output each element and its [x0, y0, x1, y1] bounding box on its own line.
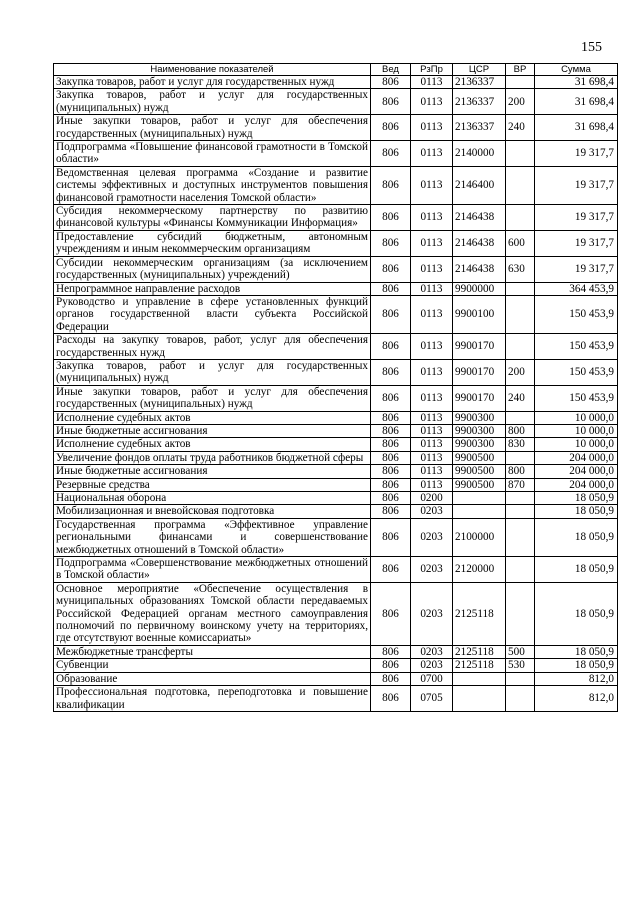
col-header-csr: ЦСР: [453, 64, 506, 76]
cell-sum: 18 050,9: [535, 505, 618, 518]
cell-ved: 806: [371, 582, 411, 645]
cell-vr: [506, 76, 535, 89]
cell-vr: [506, 582, 535, 645]
cell-rzpr: 0113: [411, 141, 453, 167]
cell-ved: 806: [371, 359, 411, 385]
cell-name: Субвенции: [54, 659, 371, 672]
cell-vr: 240: [506, 385, 535, 411]
cell-ved: 806: [371, 256, 411, 282]
table-row: [54, 505, 618, 518]
cell-sum: 19 317,7: [535, 230, 618, 256]
table-header: [54, 64, 618, 76]
cell-csr: 9900300: [453, 438, 506, 451]
cell-vr: [506, 672, 535, 685]
table-row: [54, 282, 618, 295]
cell-name: Непрограммное направление расходов: [54, 282, 371, 295]
cell-sum: 31 698,4: [535, 115, 618, 141]
cell-vr: [506, 205, 535, 231]
cell-ved: 806: [371, 424, 411, 437]
table-body: [54, 76, 618, 712]
table-row: [54, 295, 618, 333]
cell-name: Образование: [54, 672, 371, 685]
cell-rzpr: 0203: [411, 518, 453, 556]
cell-name: Ведомственная целевая программа «Создание и развитие системы эффективных и доступных инструментов повышения финансовой грамотности населения Томской области»: [54, 166, 371, 204]
cell-name: Руководство и управление в сфере установленных функций органов государственной власти субъекта Российской Федерации: [54, 295, 371, 333]
cell-name: Закупка товаров, работ и услуг для государственных нужд: [54, 76, 371, 89]
cell-name: Резервные средства: [54, 478, 371, 491]
cell-rzpr: 0705: [411, 686, 453, 712]
cell-name: Национальная оборона: [54, 492, 371, 505]
cell-name: Мобилизационная и вневойсковая подготовка: [54, 505, 371, 518]
cell-rzpr: 0113: [411, 76, 453, 89]
cell-ved: 806: [371, 115, 411, 141]
table-row: [54, 659, 618, 672]
table-row: [54, 478, 618, 491]
table-row: [54, 438, 618, 451]
cell-rzpr: 0203: [411, 557, 453, 583]
cell-rzpr: 0113: [411, 115, 453, 141]
cell-vr: [506, 518, 535, 556]
cell-rzpr: 0113: [411, 89, 453, 115]
col-header-ved: Вед: [371, 64, 411, 76]
cell-csr: 2146438: [453, 205, 506, 231]
cell-ved: 806: [371, 672, 411, 685]
cell-rzpr: 0113: [411, 424, 453, 437]
cell-csr: 2140000: [453, 141, 506, 167]
cell-ved: 806: [371, 438, 411, 451]
cell-ved: 806: [371, 478, 411, 491]
table-row: [54, 385, 618, 411]
cell-name: Иные закупки товаров, работ и услуг для обеспечения государственных (муниципальных) нужд: [54, 115, 371, 141]
cell-vr: [506, 492, 535, 505]
cell-csr: 2136337: [453, 76, 506, 89]
cell-ved: 806: [371, 659, 411, 672]
cell-sum: 150 453,9: [535, 385, 618, 411]
cell-sum: 10 000,0: [535, 424, 618, 437]
cell-ved: 806: [371, 518, 411, 556]
cell-csr: 2146438: [453, 230, 506, 256]
cell-csr: 9900300: [453, 424, 506, 437]
table-row: [54, 465, 618, 478]
cell-vr: [506, 282, 535, 295]
cell-rzpr: 0203: [411, 505, 453, 518]
cell-csr: 9900170: [453, 385, 506, 411]
cell-ved: 806: [371, 385, 411, 411]
cell-rzpr: 0113: [411, 334, 453, 360]
table-row: [54, 256, 618, 282]
cell-name: Увеличение фондов оплаты труда работников бюджетной сферы: [54, 451, 371, 464]
table-row: [54, 672, 618, 685]
cell-name: Подпрограмма «Повышение финансовой грамотности в Томской области»: [54, 141, 371, 167]
cell-rzpr: 0113: [411, 359, 453, 385]
cell-name: Профессиональная подготовка, переподготовка и повышение квалификации: [54, 686, 371, 712]
cell-csr: 9900500: [453, 451, 506, 464]
cell-sum: 19 317,7: [535, 141, 618, 167]
table-row: [54, 115, 618, 141]
cell-csr: 2146438: [453, 256, 506, 282]
cell-name: Закупка товаров, работ и услуг для государственных (муниципальных) нужд: [54, 359, 371, 385]
cell-ved: 806: [371, 645, 411, 658]
cell-sum: 18 050,9: [535, 518, 618, 556]
cell-vr: [506, 295, 535, 333]
cell-ved: 806: [371, 505, 411, 518]
cell-csr: 2125118: [453, 659, 506, 672]
cell-vr: 200: [506, 359, 535, 385]
cell-csr: 2136337: [453, 115, 506, 141]
cell-name: Предоставление субсидий бюджетным, автономным учреждениям и иным некоммерческим организациям: [54, 230, 371, 256]
cell-vr: 530: [506, 659, 535, 672]
cell-name: Иные закупки товаров, работ и услуг для обеспечения государственных (муниципальных) нужд: [54, 385, 371, 411]
col-header-name: Наименование показателей: [54, 64, 371, 76]
cell-csr: 9900170: [453, 359, 506, 385]
cell-rzpr: 0113: [411, 256, 453, 282]
cell-name: Межбюджетные трансферты: [54, 645, 371, 658]
cell-csr: 2125118: [453, 582, 506, 645]
cell-name: Иные бюджетные ассигнования: [54, 424, 371, 437]
table-row: [54, 557, 618, 583]
cell-vr: 200: [506, 89, 535, 115]
cell-vr: 600: [506, 230, 535, 256]
cell-ved: 806: [371, 465, 411, 478]
cell-vr: [506, 505, 535, 518]
table-row: [54, 76, 618, 89]
cell-name: Расходы на закупку товаров, работ, услуг для обеспечения государственных нужд: [54, 334, 371, 360]
cell-sum: 31 698,4: [535, 89, 618, 115]
cell-sum: 19 317,7: [535, 205, 618, 231]
cell-vr: [506, 166, 535, 204]
cell-name: Основное мероприятие «Обеспечение осуществления в муниципальных образованиях Томской области передаваемых Российской Федерацией органам местного самоуправления полномочий по первичному воинскому учету на территориях, где отсутствуют военные комиссариаты»: [54, 582, 371, 645]
cell-name: Исполнение судебных актов: [54, 438, 371, 451]
cell-sum: 18 050,9: [535, 492, 618, 505]
cell-ved: 806: [371, 451, 411, 464]
table-row: [54, 230, 618, 256]
table-row: [54, 451, 618, 464]
cell-name: Иные бюджетные ассигнования: [54, 465, 371, 478]
cell-sum: 150 453,9: [535, 334, 618, 360]
cell-rzpr: 0113: [411, 438, 453, 451]
cell-csr: 9900500: [453, 465, 506, 478]
cell-ved: 806: [371, 334, 411, 360]
col-header-vr: ВР: [506, 64, 535, 76]
cell-sum: 31 698,4: [535, 76, 618, 89]
cell-csr: 2100000: [453, 518, 506, 556]
cell-sum: 18 050,9: [535, 582, 618, 645]
cell-rzpr: 0113: [411, 451, 453, 464]
page-number: 155: [581, 40, 602, 55]
cell-name: Исполнение судебных актов: [54, 411, 371, 424]
table-row: [54, 359, 618, 385]
cell-sum: 19 317,7: [535, 256, 618, 282]
table-row: [54, 205, 618, 231]
cell-csr: [453, 505, 506, 518]
cell-sum: 18 050,9: [535, 659, 618, 672]
cell-rzpr: 0113: [411, 478, 453, 491]
table-row: [54, 492, 618, 505]
cell-rzpr: 0113: [411, 295, 453, 333]
cell-sum: 150 453,9: [535, 295, 618, 333]
cell-rzpr: 0113: [411, 205, 453, 231]
table-row: [54, 166, 618, 204]
cell-vr: 870: [506, 478, 535, 491]
table-row: [54, 582, 618, 645]
cell-vr: 500: [506, 645, 535, 658]
cell-csr: 9900170: [453, 334, 506, 360]
cell-sum: 10 000,0: [535, 411, 618, 424]
cell-name: Субсидия некоммерческому партнерству по развитию финансовой культуры «Финансы Коммуникации Информация»: [54, 205, 371, 231]
cell-rzpr: 0203: [411, 645, 453, 658]
cell-csr: [453, 686, 506, 712]
cell-vr: [506, 141, 535, 167]
cell-sum: 150 453,9: [535, 359, 618, 385]
cell-vr: 800: [506, 424, 535, 437]
cell-rzpr: 0200: [411, 492, 453, 505]
cell-sum: 204 000,0: [535, 478, 618, 491]
cell-rzpr: 0203: [411, 659, 453, 672]
cell-csr: 9900100: [453, 295, 506, 333]
cell-ved: 806: [371, 89, 411, 115]
cell-rzpr: 0113: [411, 411, 453, 424]
table-row: [54, 424, 618, 437]
cell-sum: 18 050,9: [535, 645, 618, 658]
cell-csr: 2120000: [453, 557, 506, 583]
cell-ved: 806: [371, 205, 411, 231]
cell-vr: 830: [506, 438, 535, 451]
cell-csr: 9900000: [453, 282, 506, 295]
cell-sum: 18 050,9: [535, 557, 618, 583]
cell-ved: 806: [371, 76, 411, 89]
cell-csr: 2146400: [453, 166, 506, 204]
cell-sum: 364 453,9: [535, 282, 618, 295]
table-row: [54, 89, 618, 115]
cell-rzpr: 0700: [411, 672, 453, 685]
cell-vr: [506, 451, 535, 464]
cell-ved: 806: [371, 686, 411, 712]
cell-rzpr: 0113: [411, 385, 453, 411]
cell-rzpr: 0203: [411, 582, 453, 645]
cell-csr: 2125118: [453, 645, 506, 658]
cell-sum: 204 000,0: [535, 465, 618, 478]
col-header-rzpr: РзПр: [411, 64, 453, 76]
cell-sum: 812,0: [535, 686, 618, 712]
cell-name: Субсидии некоммерческим организациям (за исключением государственных (муниципальных) учреждений): [54, 256, 371, 282]
table-row: [54, 334, 618, 360]
cell-vr: 630: [506, 256, 535, 282]
cell-sum: 10 000,0: [535, 438, 618, 451]
cell-csr: 9900300: [453, 411, 506, 424]
cell-ved: 806: [371, 166, 411, 204]
cell-ved: 806: [371, 282, 411, 295]
cell-sum: 204 000,0: [535, 451, 618, 464]
cell-name: Закупка товаров, работ и услуг для государственных (муниципальных) нужд: [54, 89, 371, 115]
cell-vr: 240: [506, 115, 535, 141]
cell-name: Подпрограмма «Совершенствование межбюджетных отношений в Томской области»: [54, 557, 371, 583]
cell-ved: 806: [371, 295, 411, 333]
cell-rzpr: 0113: [411, 230, 453, 256]
cell-ved: 806: [371, 230, 411, 256]
cell-vr: [506, 686, 535, 712]
cell-vr: 800: [506, 465, 535, 478]
table-row: [54, 411, 618, 424]
cell-csr: [453, 492, 506, 505]
cell-ved: 806: [371, 141, 411, 167]
cell-rzpr: 0113: [411, 282, 453, 295]
cell-sum: 812,0: [535, 672, 618, 685]
cell-rzpr: 0113: [411, 465, 453, 478]
cell-vr: [506, 557, 535, 583]
cell-ved: 806: [371, 492, 411, 505]
budget-table: [53, 63, 618, 712]
table-row: [54, 645, 618, 658]
table-row: [54, 141, 618, 167]
cell-rzpr: 0113: [411, 166, 453, 204]
table-row: [54, 518, 618, 556]
cell-ved: 806: [371, 411, 411, 424]
cell-csr: 9900500: [453, 478, 506, 491]
col-header-sum: Сумма: [535, 64, 618, 76]
cell-vr: [506, 411, 535, 424]
cell-vr: [506, 334, 535, 360]
cell-csr: 2136337: [453, 89, 506, 115]
cell-name: Государственная программа «Эффективное управление региональными финансами и совершенствование межбюджетных отношений в Томской области»: [54, 518, 371, 556]
cell-csr: [453, 672, 506, 685]
cell-ved: 806: [371, 557, 411, 583]
table-row: [54, 686, 618, 712]
cell-sum: 19 317,7: [535, 166, 618, 204]
